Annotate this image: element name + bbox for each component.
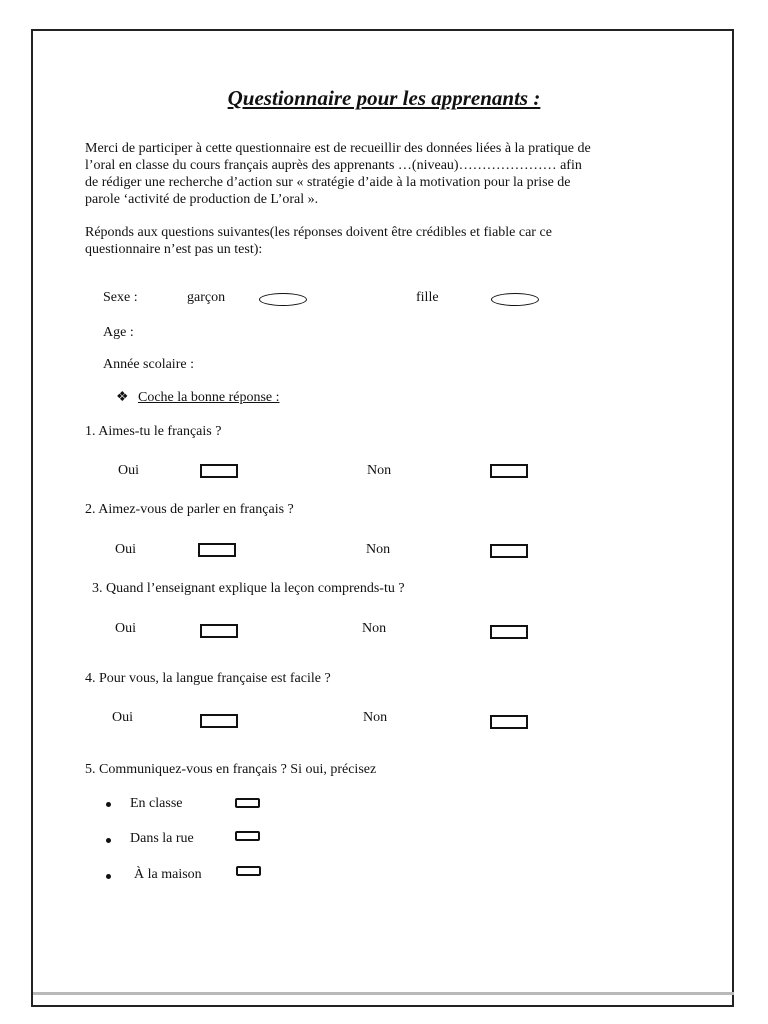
- bullet-icon: [106, 838, 111, 843]
- question-1-non-checkbox[interactable]: [490, 464, 528, 478]
- option-dans-la-rue-checkbox[interactable]: [235, 831, 260, 841]
- question-3-oui-label: Oui: [115, 621, 136, 636]
- check-instruction-text: Coche la bonne réponse :: [138, 390, 280, 405]
- footer-divider: [33, 992, 734, 995]
- question-4-non-checkbox[interactable]: [490, 715, 528, 729]
- question-1-oui-checkbox[interactable]: [200, 464, 238, 478]
- option-en-classe-checkbox[interactable]: [235, 798, 260, 808]
- option-a-la-maison-label: À la maison: [134, 867, 202, 882]
- intro-line-3: de rédiger une recherche d’action sur « stratégie d’aide à la motivation pour la prise de: [85, 175, 571, 190]
- question-2-text: 2. Aimez-vous de parler en français ?: [85, 502, 294, 517]
- question-4-non-label: Non: [363, 710, 388, 725]
- question-1-text: 1. Aimes-tu le français ?: [85, 424, 222, 439]
- sexe-label: Sexe :: [103, 290, 138, 305]
- diamond-bullet-icon: ❖: [116, 390, 129, 405]
- question-5-text: 5. Communiquez-vous en français ? Si oui, précisez: [85, 762, 377, 777]
- option-en-classe-label: En classe: [130, 796, 183, 811]
- option-a-la-maison-checkbox[interactable]: [236, 866, 261, 876]
- question-3-non-label: Non: [362, 621, 387, 636]
- intro-line-2: l’oral en classe du cours français auprès des apprenants …(niveau)………………… afin: [85, 158, 582, 173]
- question-4-oui-label: Oui: [112, 710, 133, 725]
- intro-line-4: parole ‘activité de production de L’oral ».: [85, 192, 319, 207]
- age-label: Age :: [103, 325, 134, 340]
- question-2-oui-checkbox[interactable]: [198, 543, 236, 557]
- page-title: Questionnaire pour les apprenants :: [227, 86, 541, 110]
- option-dans-la-rue-label: Dans la rue: [130, 831, 194, 846]
- bullet-icon: [106, 874, 111, 879]
- question-2-non-label: Non: [366, 542, 391, 557]
- fille-label: fille: [416, 290, 439, 305]
- garcon-radio[interactable]: [259, 293, 307, 306]
- instructions-line-2: questionnaire n’est pas un test):: [85, 242, 263, 257]
- instructions-line-1: Réponds aux questions suivantes(les réponses doivent être crédibles et fiable car ce: [85, 225, 552, 240]
- bullet-icon: [106, 802, 111, 807]
- question-1-oui-label: Oui: [118, 463, 139, 478]
- question-1-non-label: Non: [367, 463, 392, 478]
- question-3-text: 3. Quand l’enseignant explique la leçon comprends-tu ?: [92, 581, 405, 596]
- question-3-non-checkbox[interactable]: [490, 625, 528, 639]
- question-4-oui-checkbox[interactable]: [200, 714, 238, 728]
- question-4-text: 4. Pour vous, la langue française est facile ?: [85, 671, 331, 686]
- garcon-label: garçon: [187, 290, 226, 305]
- annee-scolaire-label: Année scolaire :: [103, 357, 194, 372]
- fille-radio[interactable]: [491, 293, 539, 306]
- intro-line-1: Merci de participer à cette questionnaire est de recueillir des données liées à la pratique de: [85, 141, 591, 156]
- question-3-oui-checkbox[interactable]: [200, 624, 238, 638]
- question-2-oui-label: Oui: [115, 542, 136, 557]
- question-2-non-checkbox[interactable]: [490, 544, 528, 558]
